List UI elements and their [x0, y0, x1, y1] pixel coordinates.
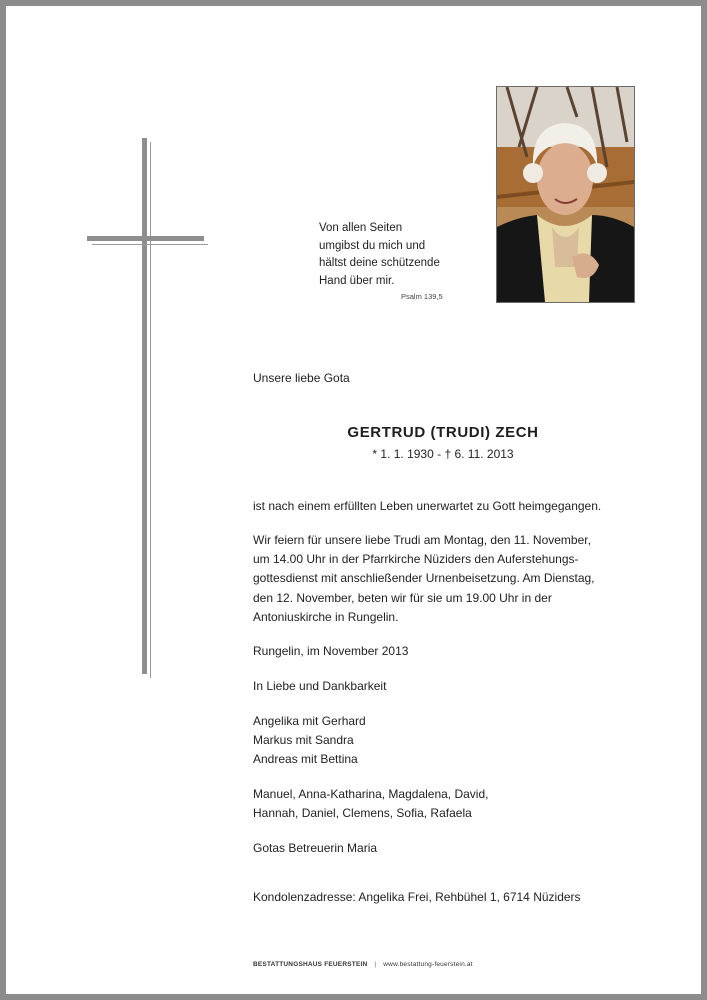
psalm-line: umgibst du mich und [319, 239, 426, 252]
footer-separator: | [374, 961, 377, 968]
place-date-text: Rungelin, im November 2013 [253, 644, 409, 658]
family-line: Manuel, Anna-Katharina, Magdalena, David, [253, 787, 489, 801]
caregiver-text: Gotas Betreuerin Maria [253, 841, 378, 855]
family-line: Andreas mit Bettina [253, 752, 358, 767]
service-line: um 14.00 Uhr in der Pfarrkirche Nüziders den Auferstehungs- [253, 552, 579, 567]
family-grandchildren [253, 785, 488, 823]
psalm-line: Hand über mir. [319, 274, 395, 287]
service-line: Antoniuskirche in Rungelin. [253, 609, 399, 624]
place-date [253, 642, 408, 661]
statement [253, 497, 601, 516]
family-children [253, 712, 366, 770]
service-line: gottesdienst mit anschließender Urnenbeisetzung. Am Dienstag, [253, 571, 595, 586]
life-dates: * 1. 1. 1930 - † 6. 11. 2013 [372, 447, 514, 461]
footer [253, 961, 473, 968]
family-line: Markus mit Sandra [253, 733, 354, 748]
portrait-photo [496, 86, 635, 303]
closing-text: In Liebe und Dankbarkeit [253, 679, 387, 693]
psalm-reference: Psalm 139,5 [401, 292, 443, 301]
footer-brand: BESTATTUNGSHAUS FEUERSTEIN [253, 961, 368, 968]
caregiver [253, 839, 377, 858]
service-line: Wir feiern für unsere liebe Trudi am Montag, den 11. November, [253, 533, 591, 547]
intro-text: Unsere liebe Gota [253, 371, 350, 385]
family-line: Hannah, Daniel, Clemens, Sofia, Rafaela [253, 806, 472, 821]
psalm-line: hältst deine schützende [319, 257, 440, 269]
deceased-name: GERTRUD (TRUDI) ZECH [347, 424, 539, 441]
family-line: Angelika mit Gerhard [253, 714, 366, 728]
statement-text: ist nach einem erfüllten Leben unerwartet zu Gott heimgegangen. [253, 499, 602, 513]
psalm-line: Von allen Seiten [319, 222, 403, 234]
closing [253, 677, 386, 696]
psalm-quote [319, 220, 489, 290]
service-paragraph [253, 531, 595, 627]
condolence-text: Kondolenzadresse: Angelika Frei, Rehbühel 1, 6714 Nüziders [253, 890, 581, 904]
footer-website[interactable]: www.bestattung-feuerstein.at [383, 961, 473, 968]
service-line: den 12. November, beten wir für sie um 19.00 Uhr in der [253, 590, 552, 605]
condolence-address [253, 888, 581, 907]
